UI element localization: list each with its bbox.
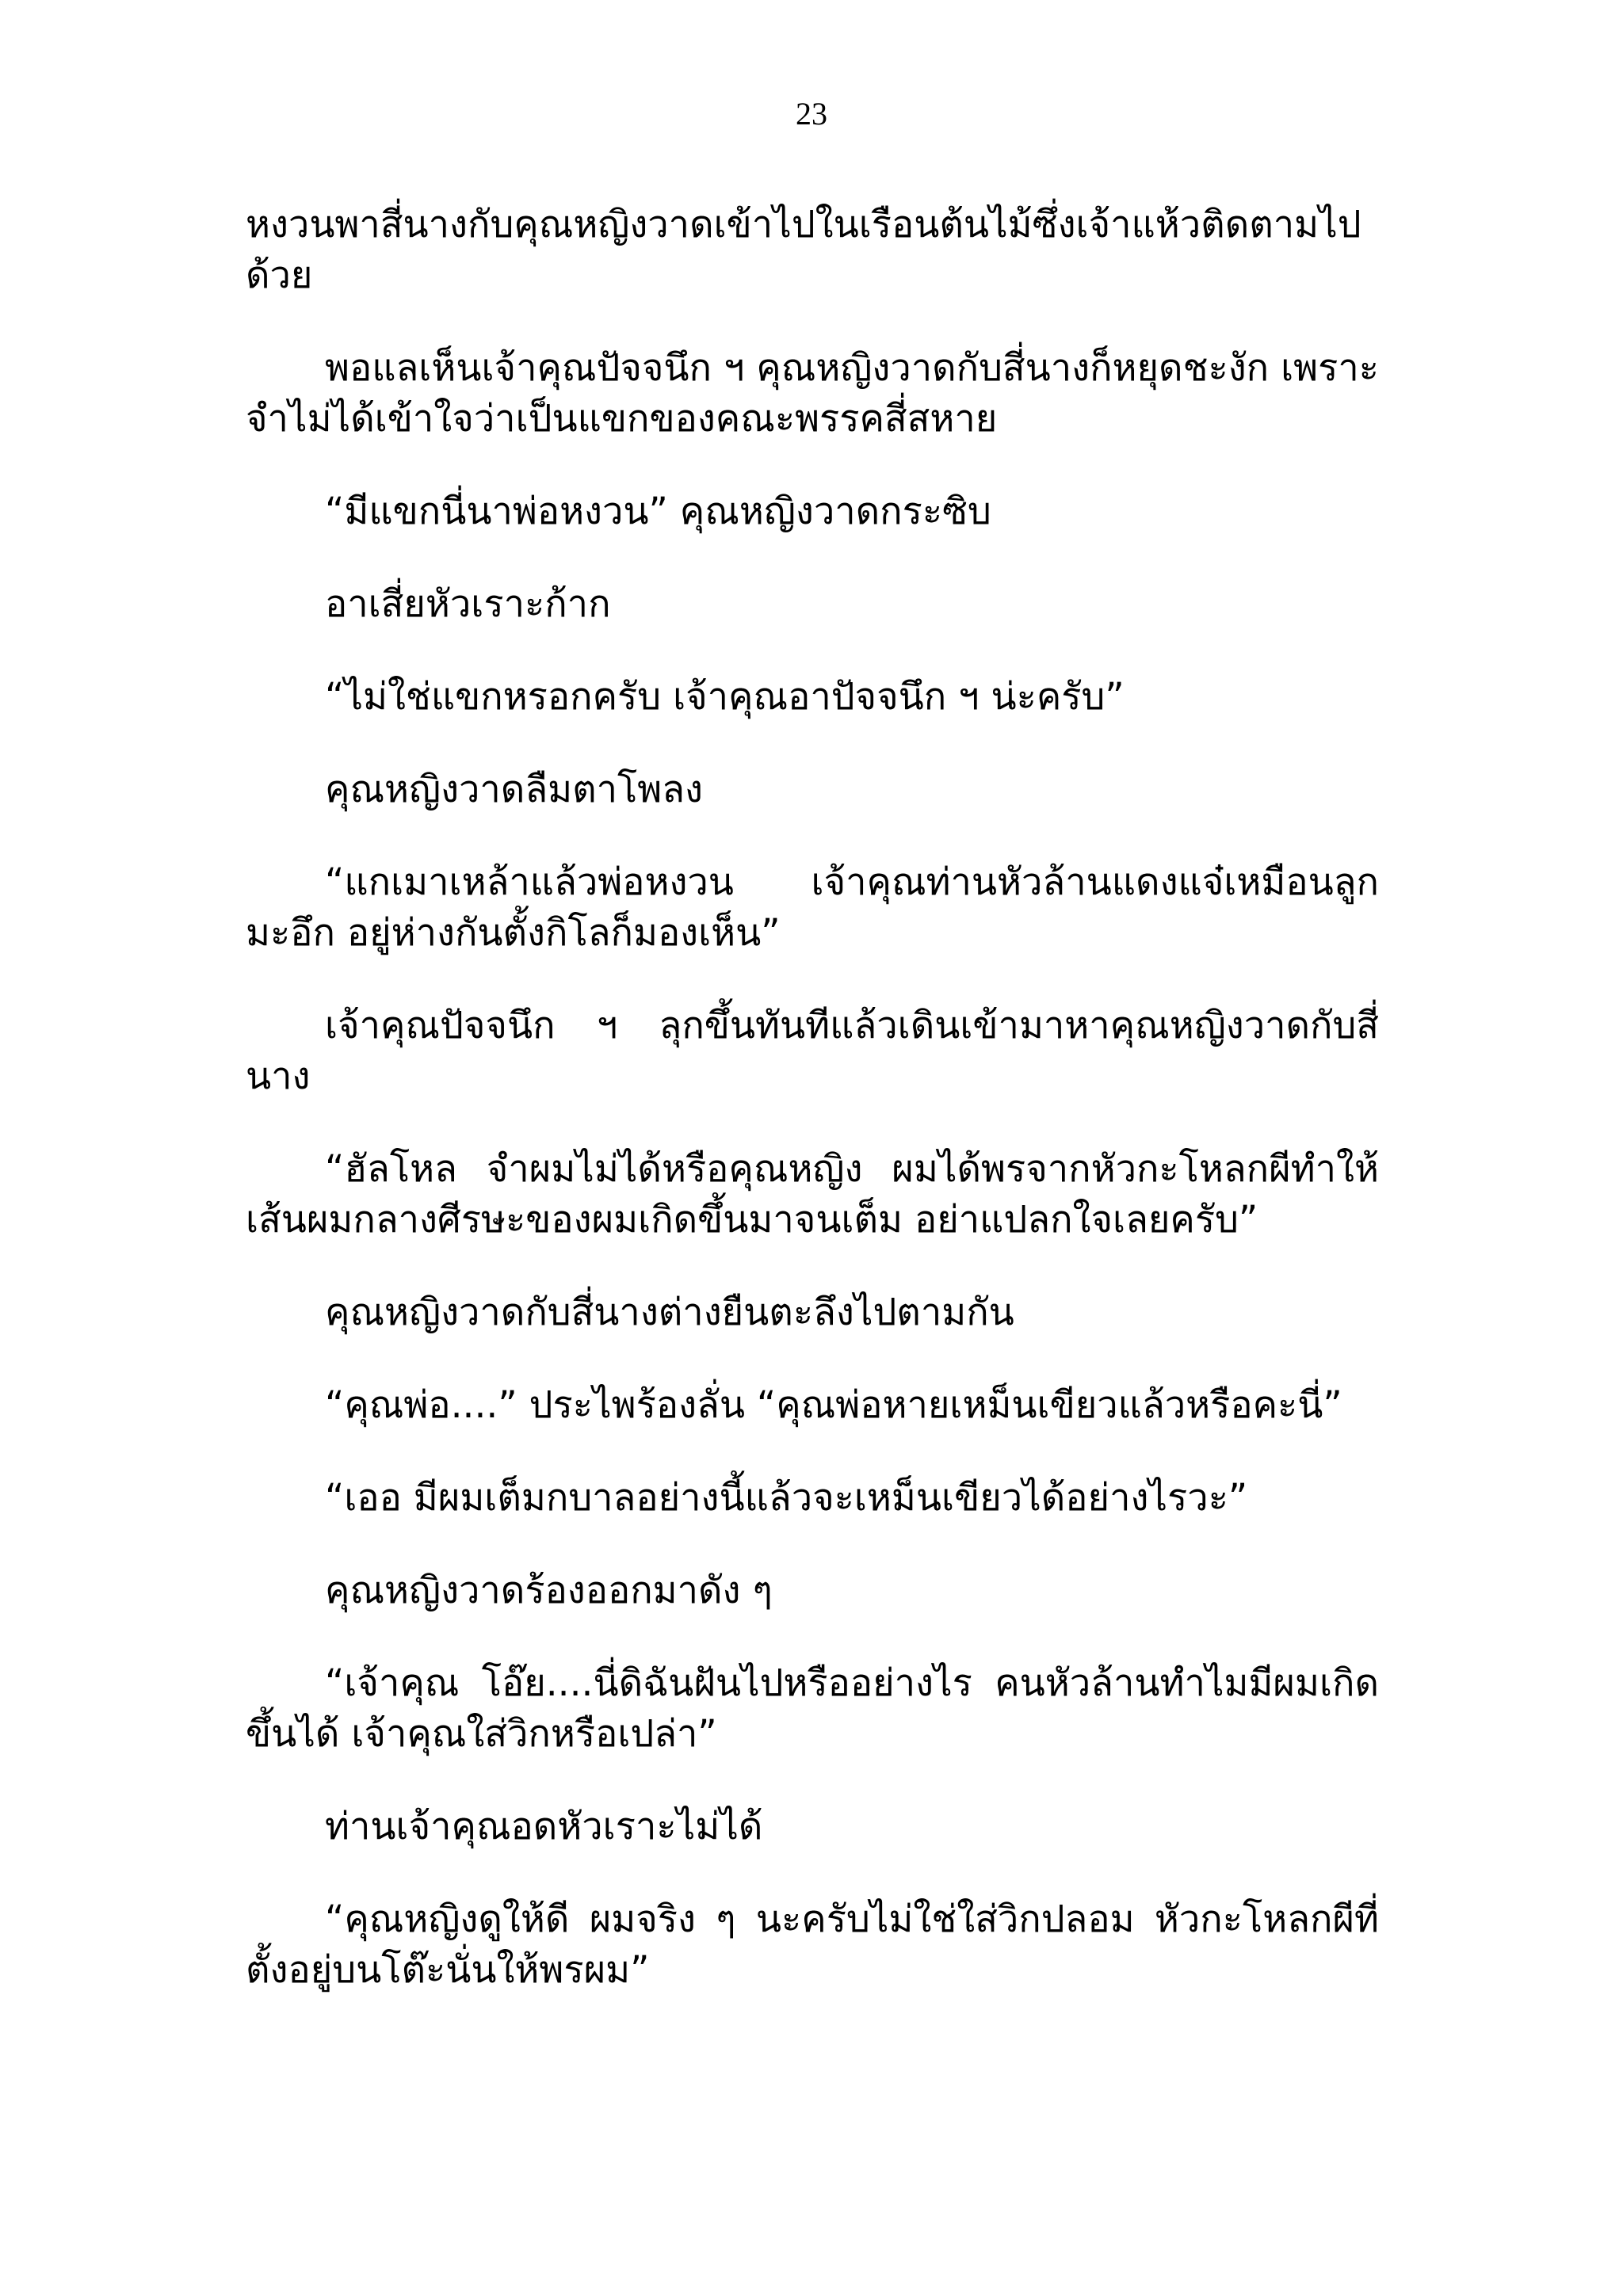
paragraph: เจ้าคุณปัจจนึก ฯ ลุกขึ้นทันทีแล้วเดินเข้ามาหาคุณหญิงวาดกับสี่นาง [246,1004,1379,1098]
paragraph: “เออ มีผมเต็มกบาลอย่างนี้แล้วจะเหม็นเขียวได้อย่างไรวะ” [325,1476,1248,1520]
paragraph: “ไม่ใช่แขกหรอกครับ เจ้าคุณอาปัจจนึก ฯ น่ะครับ” [325,675,1125,719]
paragraph: อาเสี่ยหัวเราะก้าก [325,582,611,626]
paragraph: คุณหญิงวาดลืมตาโพลง [325,768,703,811]
paragraph: ท่านเจ้าคุณอดหัวเราะไม่ได้ [325,1805,763,1848]
paragraph: “ฮัลโหล จำผมไม่ได้หรือคุณหญิง ผมได้พรจากหัวกะโหลกผีทำให้เส้นผมกลางศีรษะของผมเกิดขึ้นมาจนเต็ม อย่าแปลกใจเลยครับ” [246,1147,1379,1241]
paragraph: “คุณหญิงดูให้ดี ผมจริง ๆ นะครับไม่ใช่ใส่วิกปลอม หัวกะโหลกผีที่ตั้งอยู่บนโต๊ะนั่นให้พรผม” [246,1897,1379,1992]
paragraph: คุณหญิงวาดร้องออกมาดัง ๆ [325,1569,773,1612]
page-number: 23 [796,96,827,132]
body-text [246,200,1379,2038]
paragraph: พอแลเห็นเจ้าคุณปัจจนึก ฯ คุณหญิงวาดกับสี่นางก็หยุดชะงัก เพราะจำไม่ได้เข้าใจว่าเป็นแขกของคณะพรรคสี่สหาย [246,346,1379,441]
paragraph: “แกเมาเหล้าแล้วพ่อหงวน เจ้าคุณท่านหัวล้านแดงแจ๋เหมือนลูกมะอึก อยู่ห่างกันตั้งกิโลก็มองเห็น” [246,860,1379,955]
paragraph: “คุณพ่อ....” ประไพร้องลั่น “คุณพ่อหายเหม็นเขียวแล้วหรือคะนี่” [325,1383,1342,1427]
paragraph: “เจ้าคุณ โอ๊ย....นี่ดิฉันฝันไปหรืออย่างไร คนหัวล้านทำไมมีผมเกิดขึ้นได้ เจ้าคุณใส่วิกหรือเปล่า” [246,1661,1379,1756]
paragraph: คุณหญิงวาดกับสี่นางต่างยืนตะลึงไปตามกัน [325,1291,1014,1334]
paragraph: “มีแขกนี่นาพ่อหงวน” คุณหญิงวาดกระซิบ [325,490,991,533]
paragraph: หงวนพาสี่นางกับคุณหญิงวาดเข้าไปในเรือนต้นไม้ซึ่งเจ้าแห้วติดตามไปด้วย [246,203,1361,297]
